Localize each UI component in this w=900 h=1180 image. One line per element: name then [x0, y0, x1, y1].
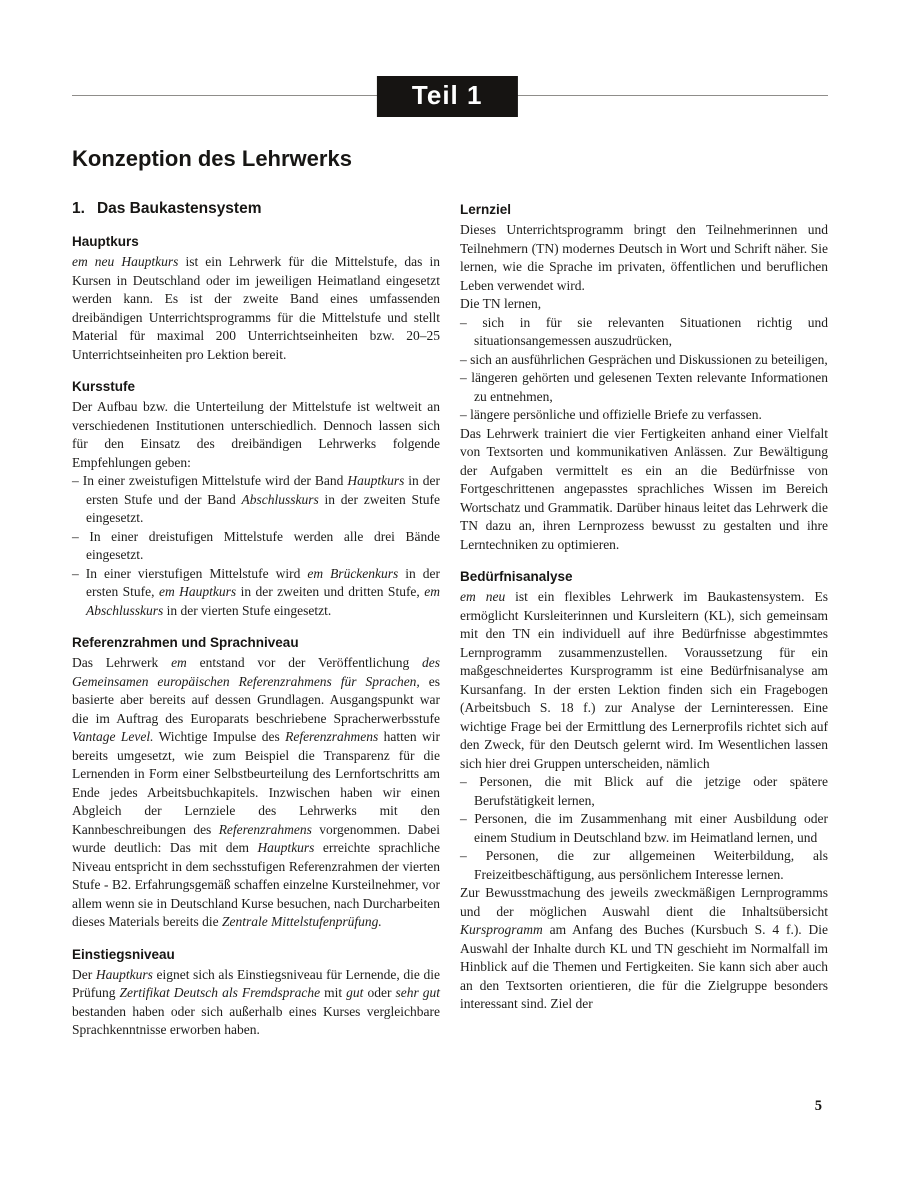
subheading-hauptkurs: Hauptkurs [72, 234, 139, 249]
paragraph-hauptkurs: em neu Hauptkurs ist ein Lehrwerk für die Mittelstufe, das in Kursen in Deutschland oder im jeweiligen Heimatland eingesetzt werden kann. Es ist der zweite Band eines umfassenden dreibändigen Unterrichtsprogramms für die Mittelstufe und stellt Material für maximal 200 Unterrichtseinheiten bzw. 20–25 Unterrichtseinheiten pro Lektion bereit. [72, 254, 440, 362]
list-item: – In einer zweistufigen Mittelstufe wird der Band Hauptkurs in der ersten Stufe und der Band Abschlusskurs in der zweiten Stufe eingesetzt. [72, 472, 440, 528]
subheading-beduerfnisanalyse: Bedürfnisanalyse [460, 569, 573, 584]
list-item: – In einer dreistufigen Mittelstufe werden alle drei Bände eingesetzt. [72, 528, 440, 565]
paragraph-lernziel-2: Das Lehrwerk trainiert die vier Fertigkeiten anhand einer Vielfalt von Textsorten und kommunikativen Anlässen. Zur Bewältigung der Aufgaben vermittelt es ein an die Bedürfnisse von Fortgeschrittenen angepasstes sprachliches Wissen im Bereich Wortschatz und Grammatik. Darüber hinaus leitet das Lehrwerk die TN dazu an, ihren Lernprozess bewusst zu gestalten und ihre Lerntechniken zu optimieren. [460, 425, 828, 552]
paragraph-lernziel-1: Dieses Unterrichtsprogramm bringt den Teilnehmerinnen und Teilnehmern (TN) modernes Deutsch in Wort und Schrift näher. Sie lernen, wie die Sprache im privaten, öffentlichen und beruflichen Leben verwendet wird. [460, 222, 828, 293]
lernziel-list [460, 314, 828, 425]
list-item: – längeren gehörten und gelesenen Texten relevante Informationen zu entnehmen, [460, 369, 828, 406]
part-label: Teil 1 [411, 80, 483, 110]
list-item: – sich in für sie relevanten Situationen richtig und situationsangemessen auszudrücken, [460, 314, 828, 351]
beduerfnisanalyse-list [460, 773, 828, 884]
paragraph-kursstufe-intro: Der Aufbau bzw. die Unterteilung der Mittelstufe ist weltweit an verschiedenen Institutionen unterschiedlich. Dennoch lassen sich für den Einsatz des dreibändigen Lehrwerks folgende Empfehlungen geben: [72, 399, 440, 470]
list-item: – In einer vierstufigen Mittelstufe wird em Brückenkurs in der ersten Stufe, em Hauptkurs in der zweiten und dritten Stufe, em Abschlusskurs in der vierten Stufe eingesetzt. [72, 565, 440, 621]
paragraph-beduerfnisanalyse-2: Zur Bewusstmachung des jeweils zweckmäßigen Lernprogramms und der möglichen Auswahl dient die Inhaltsübersicht Kursprogramm am Anfang des Buches (Kursbuch S. 4 f.). Die Auswahl der Inhalte durch KL und TN geschieht im Normalfall im Hinblick auf die Themen und Fertigkeiten. Sie kann sich aber auch an den Textsorten orientieren, die für die Zielgruppe besonders interessant sind. Ziel der [460, 885, 828, 1011]
two-column-layout [72, 200, 828, 1040]
page-header [72, 0, 828, 122]
paragraph-referenzrahmen: Das Lehrwerk em entstand vor der Veröffentlichung des Gemeinsamen europäischen Referenzrahmens für Sprachen, es basierte aber bereits auf dessen Grundlagen. Ausgangspunkt war die im Auftrag des Europarats beschriebene Spracherwerbsstufe Vantage Level. Wichtige Impulse des Referenzrahmens hatten wir bereits umgesetzt, wie zum Beispiel die Transparenz für die Lernenden in Form einer Selbstbeurteilung des Lernfortschritts am Ende jedes Arbeitsbuchkapitels. Inzwischen haben wir einen Abgleich der Lernziele des Lehrwerks mit den Kannbeschreibungen des Referenzrahmens vorgenommen. Dabei wurde deutlich: Das mit dem Hauptkurs erreichte sprachliche Niveau entspricht in dem sechsstufigen Referenzrahmen der vierten Stufe - B2. Erfahrungsgemäß schaffen einzelne Kursteilnehmer, vor allem wenn sie in Deutschland Kurse besuchen, nach Durcharbeiten dieses Materials bereits die Zentrale Mittelstufenprüfung. [72, 655, 441, 929]
subheading-kursstufe: Kursstufe [72, 379, 136, 394]
page-number: 5 [814, 1098, 822, 1114]
paragraph-einstiegsniveau: Der Hauptkurs eignet sich als Einstiegsniveau für Lernende, die die Prüfung Zertifikat Deutsch als Fremdsprache mit gut oder sehr gut bestanden haben oder sich außerhalb eines Kurses vergleichbare Sprachkenntnisse erworben haben. [72, 966, 441, 1037]
page-title: Konzeption des Lehrwerks [72, 146, 352, 171]
list-item: – Personen, die zur allgemeinen Weiterbildung, als Freizeitbeschäftigung, aus persönlichem Interesse lernen. [460, 847, 828, 884]
list-item: – Personen, die mit Blick auf die jetzige oder spätere Berufstätigkeit lernen, [460, 773, 828, 810]
subheading-lernziel: Lernziel [460, 202, 512, 217]
subheading-referenzrahmen: Referenzrahmen und Sprachniveau [72, 635, 299, 650]
paragraph-beduerfnisanalyse-1: em neu ist ein flexibles Lehrwerk im Baukastensystem. Es ermöglicht Kursleiterinnen und Kursleitern (KL), sich gemeinsam mit den TN ein individuell auf ihre Bedürfnisse abgestimmtes Lernprogramm zusammenzustellen. Voraussetzung für ein maßgeschneidertes Kursprogramm ist eine Bedürfnisanalyse am Kursanfang. In der ersten Lektion finden sich ein Fragebogen (Arbeitsbuch S. 18 f.) zur Analyse der Lerninteressen. Eine wichtige Frage bei der Ermittlung des Lernerprofils richtet sich auf den Zweck, für den Deutsch gelernt wird. Im Wesentlichen lassen sich hier drei Gruppen unterscheiden, nämlich [460, 589, 828, 771]
section-title: Das Baukastensystem [96, 200, 262, 217]
right-column [460, 200, 828, 1040]
list-item: – sich an ausführlichen Gesprächen und Diskussionen zu beteiligen, [460, 351, 828, 370]
subheading-einstiegsniveau: Einstiegsniveau [72, 946, 175, 962]
part-label-box [377, 76, 518, 117]
section-number: 1. [72, 200, 85, 217]
list-item: – Personen, die im Zusammenhang mit einer Ausbildung oder einem Studium in Deutschland bzw. im Heimatland lernen, und [460, 810, 828, 847]
kursstufe-list [72, 472, 440, 620]
paragraph-lernziel-list-intro: Die TN lernen, [460, 296, 542, 311]
section-heading-baukastensystem [72, 200, 440, 218]
left-column [72, 200, 440, 1040]
list-item: – längere persönliche und offizielle Briefe zu verfassen. [460, 406, 828, 425]
